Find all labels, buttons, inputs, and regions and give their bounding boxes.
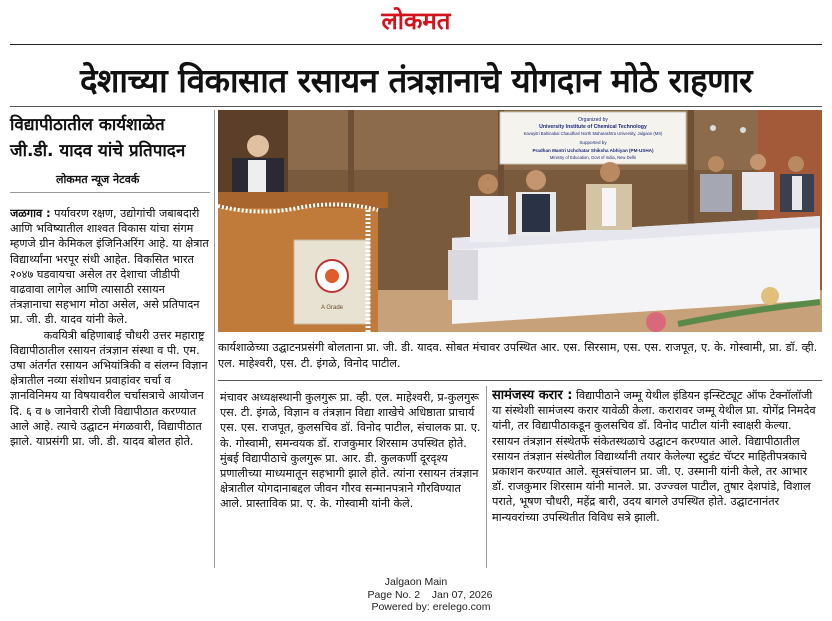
column-divider-2	[486, 386, 487, 568]
article-column-1	[10, 206, 210, 568]
headline-rule	[10, 106, 822, 107]
column-divider-1	[214, 110, 215, 568]
footer	[0, 576, 832, 614]
banner-line-5: Pradhan Mantri Uchchatar Shiksha Abhiyan (PM-USHA)	[532, 148, 654, 153]
banner-line-6: Ministry of Education, Govt of India, New Delhi	[549, 155, 637, 160]
footer-page-date: Page No. 2 Jan 07, 2026	[367, 588, 493, 601]
mou-text: विद्यापीठाने जम्मू येथील इंडियन इन्स्टिट्यूट ऑफ टेक्नॉलॉजी या संस्थेशी सामंजस्य करार यावेळी केला. करारावर जम्मू येथील प्रा. योगेंद्र निमदेव यांनी, तर विद्यापीठाकडून कुलसचिव डॉ. विनोद पाटील यांनी स्वाक्षरी केल्या. रसायन तंत्रज्ञान संस्थेतर्फे संकेतस्थळाचे उद्घाटन करण्यात आले. विद्यापीठातील रसायन तंत्रज्ञान संस्थेतील विद्यार्थ्यांनी तयार केलेल्या स्टुडंट चॅप्टर माहितीपत्रकाचे प्रकाशन करण्यात आले. सूत्रसंचालन प्रा. जी. ए. उस्मानी यांनी केले, तर आभार डॉ. राजकुमार शिरसाम यांनी मानले. प्रा. उज्ज्वल पाटील, तुषार देशपांडे, विशाल पराते, भूषण चौधरी, महेंद्र बारी, उदय बागले उपस्थित होते. उद्घाटनानंतर मान्यवरांच्या उपस्थितीत विविध सत्रे झाली.	[492, 389, 816, 524]
footer-powered-by: Powered by: erelego.com	[371, 601, 491, 613]
photo-caption: कार्यशाळेच्या उद्घाटनप्रसंगी बोलताना प्रा. जी. डी. यादव. सोबत मंचावर उपस्थित आर. एस. सिरसाम, एस. एस. राजपूत, ए. के. गोस्वामी, प्रा. डॉ. व्ही. एल. माहेश्वरी, एस. टी. इंगळे, विनोद पाटील.	[218, 341, 818, 370]
masthead-rule	[10, 44, 822, 45]
mou-paragraph	[492, 388, 822, 525]
banner-line-1: Organized by	[578, 117, 608, 123]
banner-line-2: University Institute of Chemical Technology	[539, 124, 647, 130]
podium-text: A Grade	[320, 305, 344, 311]
caption-rule	[218, 380, 822, 381]
headline: देशाच्या विकासात रसायन तंत्रज्ञानाचे योगदान मोठे राहणार	[79, 61, 753, 100]
paragraph-1-text: पर्यावरण रक्षण, उद्योगांची जबाबदारी आणि भविष्यातील शाश्वत विकास यांचा संगम म्हणजे ग्रीन केमिकल इंजिनिअरिंग आहे. या क्षेत्रात विद्यार्थ्यांना भरपूर संधी आहेत. विकसित भारत २०४७ घडवायचा असेल तर देशाचा जीडीपी वाढवावा लागेल आणि त्यासाठी रसायन तंत्रज्ञानाचा सहभाग मोठा असेल, असे प्रतिपादन प्रा. जी. डी. यादव यांनी केले.	[10, 207, 209, 327]
masthead	[0, 0, 832, 44]
event-photo	[218, 110, 822, 332]
paragraph-1	[10, 206, 210, 328]
subhead-line-2: जी.डी. यादव यांचे प्रतिपादन	[10, 141, 186, 161]
footer-edition: Jalgaon Main	[384, 576, 448, 588]
dateline: जळगाव :	[10, 207, 51, 220]
event-photo-svg	[218, 110, 822, 332]
article-column-2: मंचावर अध्यक्षस्थानी कुलगुरू प्रा. व्ही. एल. माहेश्वरी, प्र-कुलगुरू एस. टी. इंगळे, विज्ञान व तंत्रज्ञान विद्या शाखेचे अधिष्ठाता प्राचार्य एस. एस. राजपूत, कुलसचिव डॉ. विनोद पाटील, संचालक प्रा. ए. के. गोस्वामी, समन्वयक डॉ. राजकुमार शिरसाम उपस्थित होते. मुंबई विद्यापीठाचे कुलगुरू प्रा. आर. डी. कुलकर्णी दूरदृश्य प्रणालीच्या माध्यमातून सहभागी झाले होते. त्यांना रसायन तंत्रज्ञान क्षेत्रातील योगदानाबद्दल जीवन गौरव सन्मानपत्राने गौरविण्यात आले. प्रास्ताविक प्रा. ए. के. गोस्वामी यांनी केले.	[220, 391, 481, 511]
lokmat-logo: लोकमत	[381, 7, 451, 35]
mou-heading: सामंजस्य करार :	[492, 388, 573, 403]
subhead	[10, 112, 210, 164]
byline-rule	[10, 192, 210, 193]
byline: लोकमत न्यूज नेटवर्क	[56, 173, 140, 186]
subhead-line-1: विद्यापीठातील कार्यशाळेत	[10, 115, 165, 135]
article-column-3	[492, 388, 822, 568]
paragraph-2: कवयित्री बहिणाबाई चौधरी उत्तर महाराष्ट्र विद्यापीठातील रसायन तंत्रज्ञान संस्था व पी. एम. उषा अंतर्गत रसायन अभियांत्रिकी व संलग्न विज्ञान क्षेत्रातील नव्या संशोधन प्रवाहांवर चर्चा व ज्ञानविनिमय या विषयावरील चर्चासत्राचे आयोजन दि. ६ व ७ जानेवारी रोजी विद्यापीठात करण्यात आले आहे. त्याचे उद्घाटन मंगळवारी, विद्यापीठात झाले. याप्रसंगी प्रा. जी. डी. यादव बोलत होते.	[10, 328, 208, 449]
banner-line-4: Supported by	[579, 140, 607, 145]
banner-line-3: Kavayitri Bahinabai Chaudhari North Maharashtra University, Jalgaon (MS)	[523, 131, 663, 136]
